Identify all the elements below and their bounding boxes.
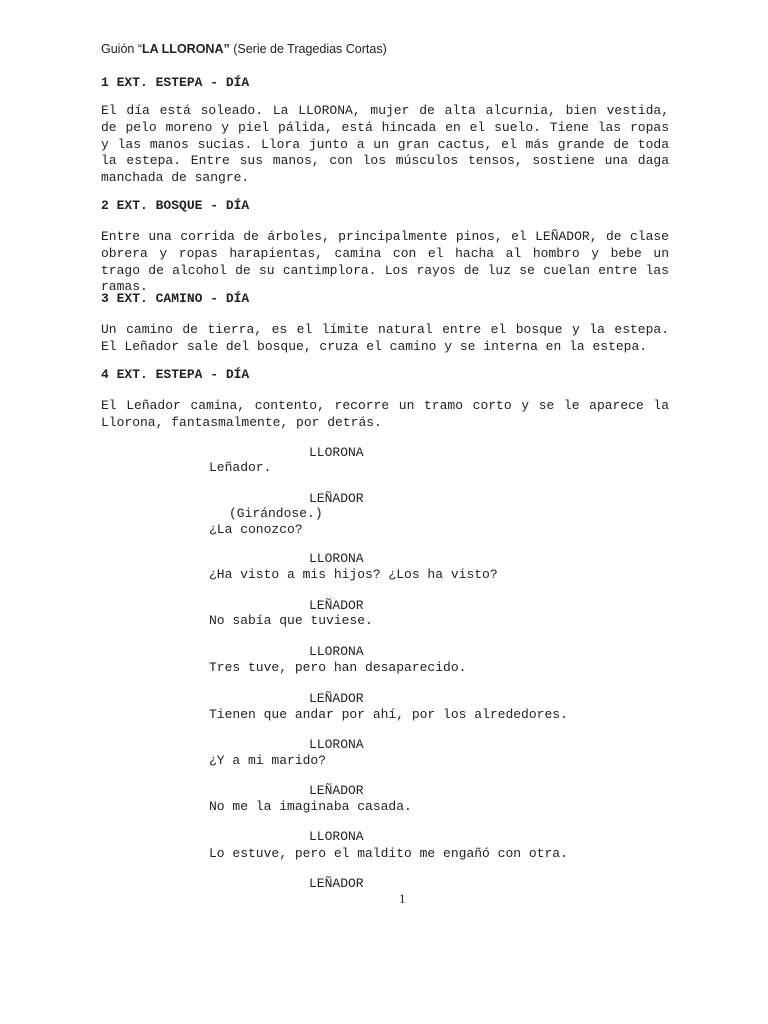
header-suffix: (Serie de Tragedias Cortas): [229, 42, 387, 56]
dialogue-line: ¿Y a mi marido?: [209, 753, 327, 768]
dialogue-line: Leñador.: [209, 460, 272, 475]
dialogue-line: No me la imaginaba casada.: [209, 799, 412, 814]
scene-action-2: Entre una corrida de árboles, principalmente pinos, el LEÑADOR, de clase obrera y ropas harapientas, camina con el hacha al hombro y bebe un trago de alcohol de su cantimplora. Los rayos de luz se cuelan entre las ramas.: [101, 229, 669, 295]
character-name: LLORONA: [309, 829, 364, 844]
parenthetical: (Girándose.): [229, 506, 323, 521]
scene-heading-4: 4 EXT. ESTEPA - DÍA: [101, 367, 250, 382]
dialogue-line: ¿La conozco?: [209, 522, 303, 537]
dialogue-line: Lo estuve, pero el maldito me engañó con otra.: [209, 846, 568, 861]
header-title: LA LLORONA”: [142, 42, 230, 56]
document-header: [101, 42, 387, 56]
page-number: 1: [399, 891, 406, 906]
scene-action-1: El día está soleado. La LLORONA, mujer de alta alcurnia, bien vestida, de pelo moreno y piel pálida, está hincada en el suelo. Tiene las ropas y las manos sucias. Llora junto a un gran cactus, el más grande de toda la estepa. Entre sus manos, con los músculos tensos, sostiene una daga manchada de sangre.: [101, 103, 669, 186]
scene-action-3: Un camino de tierra, es el límite natural entre el bosque y la estepa. El Leñador sale del bosque, cruza el camino y se interna en la estepa.: [101, 322, 669, 354]
dialogue-line: ¿Ha visto a mis hijos? ¿Los ha visto?: [209, 567, 498, 582]
character-name: LEÑADOR: [309, 691, 364, 706]
character-name: LLORONA: [309, 551, 364, 566]
dialogue-line: Tres tuve, pero han desaparecido.: [209, 660, 467, 675]
scene-action-4: El Leñador camina, contento, recorre un tramo corto y se le aparece la Llorona, fantasmalmente, por detrás.: [101, 398, 669, 430]
header-prefix: Guión “: [101, 42, 142, 56]
scene-heading-2: 2 EXT. BOSQUE - DÍA: [101, 198, 250, 213]
character-name: LEÑADOR: [309, 491, 364, 506]
scene-heading-1: 1 EXT. ESTEPA - DÍA: [101, 75, 250, 90]
dialogue-line: No sabía que tuviese.: [209, 613, 373, 628]
character-name: LLORONA: [309, 445, 364, 460]
character-name: LEÑADOR: [309, 598, 364, 613]
character-name: LLORONA: [309, 644, 364, 659]
character-name: LLORONA: [309, 737, 364, 752]
character-name: LEÑADOR: [309, 783, 364, 798]
scene-heading-3: 3 EXT. CAMINO - DÍA: [101, 291, 250, 306]
character-name: LEÑADOR: [309, 876, 364, 891]
dialogue-line: Tienen que andar por ahí, por los alrededores.: [209, 707, 568, 722]
